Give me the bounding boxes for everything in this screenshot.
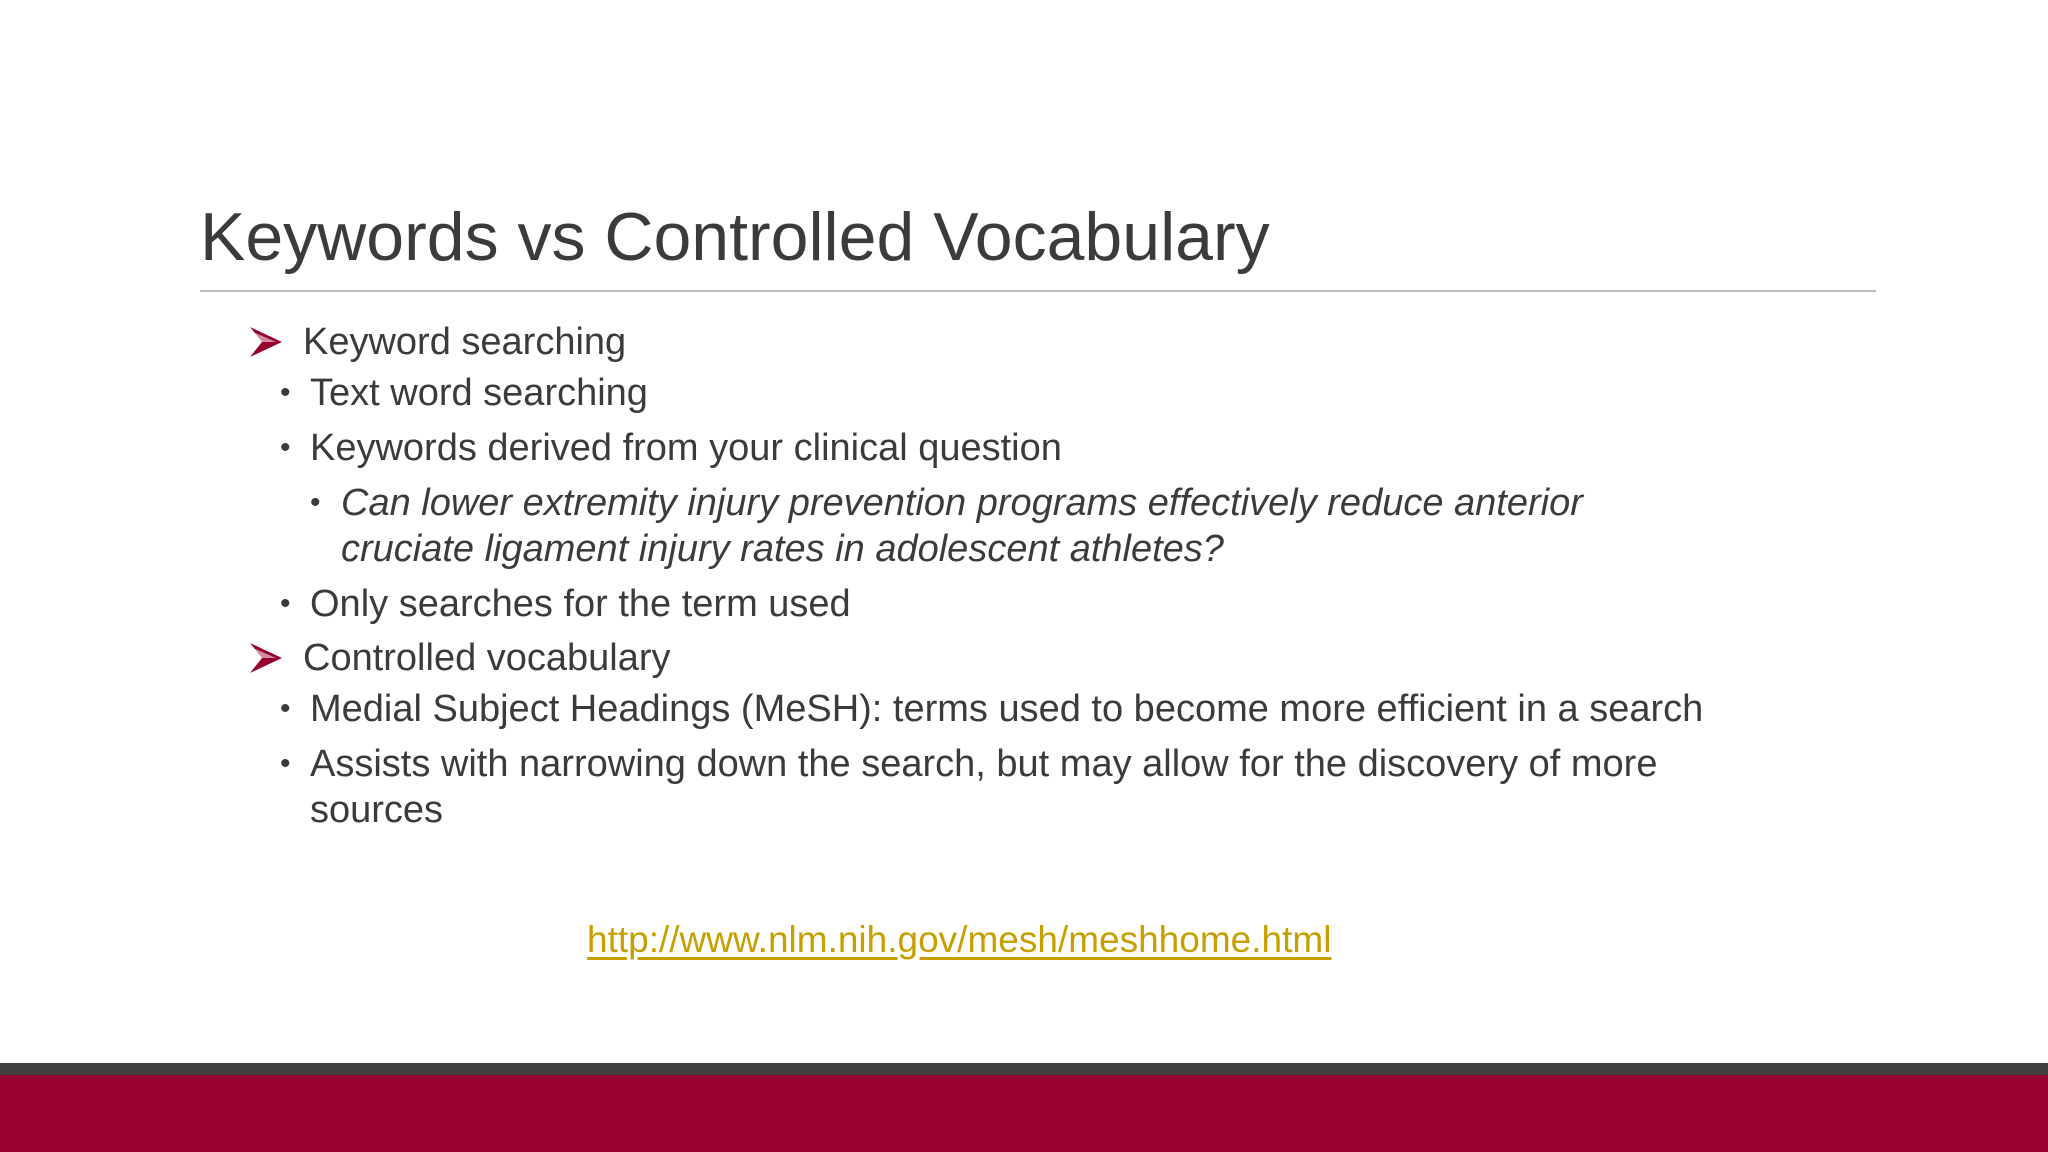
bullet-dot: •: [280, 431, 291, 464]
arrow-bullet-icon: [248, 640, 284, 676]
list-item-text: Only searches for the term used: [310, 583, 851, 625]
bullet-dot: •: [280, 692, 291, 725]
title-divider: [200, 290, 1876, 292]
sub-list-item: [248, 480, 1708, 572]
list-item-text: Assists with narrowing down the search, but may allow for the discovery of more sources: [310, 743, 1658, 831]
arrow-bullet-icon: [248, 324, 284, 360]
mesh-link-row: [587, 918, 1331, 962]
section-heading-controlled: [248, 636, 1708, 680]
bullet-dot: •: [310, 486, 321, 519]
section-heading-keyword: [248, 320, 1708, 364]
list-item: [248, 686, 1708, 732]
slide-content: [248, 320, 1708, 842]
bullet-dot: •: [280, 747, 291, 780]
clinical-question-text: Can lower extremity injury prevention programs effectively reduce anterior cruciate ligament injury rates in adolescent athletes?: [341, 482, 1583, 570]
mesh-home-link[interactable]: http://www.nlm.nih.gov/mesh/meshhome.html: [587, 919, 1332, 960]
list-item-text: Text word searching: [310, 372, 648, 414]
section-heading-label: Controlled vocabulary: [303, 637, 671, 679]
list-item: [248, 741, 1708, 833]
list-item: [248, 370, 1708, 416]
bullet-dot: •: [280, 587, 291, 620]
bullet-dot: •: [280, 376, 291, 409]
list-item: [248, 425, 1708, 471]
footer-dark-band: [0, 1063, 2048, 1075]
list-item: [248, 581, 1708, 627]
slide-title: Keywords vs Controlled Vocabulary: [200, 199, 1270, 275]
section-heading-label: Keyword searching: [303, 321, 627, 363]
list-item-text: Keywords derived from your clinical question: [310, 427, 1062, 469]
list-item-text: Medial Subject Headings (MeSH): terms used to become more efficient in a search: [310, 688, 1704, 730]
footer-accent-band: [0, 1075, 2048, 1152]
